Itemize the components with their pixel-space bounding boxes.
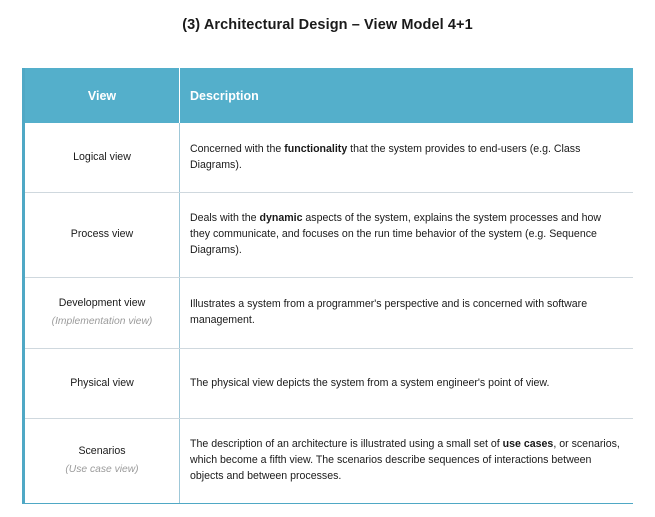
description-cell: Concerned with the functionality that the system provides to end-users (e.g. Class Diagrams). <box>180 123 634 193</box>
view-cell <box>25 123 180 193</box>
table-row <box>25 419 633 504</box>
document-page <box>0 17 655 517</box>
view-cell <box>25 278 180 349</box>
view-model-table-wrapper <box>22 68 633 504</box>
table-row <box>25 349 633 419</box>
page-title: (3) Architectural Design – View Model 4+1 <box>182 17 473 33</box>
view-cell <box>25 419 180 504</box>
column-header-description: Description <box>180 68 634 123</box>
description-cell: Deals with the dynamic aspects of the system, explains the system processes and how they communicate, and focuses on the run time behavior of the system (e.g. Sequence Diagrams). <box>180 193 634 278</box>
view-name: Logical view <box>73 150 131 163</box>
table-header <box>25 68 633 123</box>
view-name: Development view <box>58 297 146 310</box>
view-name: Process view <box>70 228 134 241</box>
view-subtitle: (Use case view) <box>65 464 139 476</box>
description-cell: The physical view depicts the system from a system engineer's point of view. <box>180 349 634 419</box>
table-row <box>25 123 633 193</box>
description-cell: The description of an architecture is illustrated using a small set of use cases, or scenarios, which become a fifth view. The scenarios describe sequences of interactions between objects and between processes. <box>180 419 634 504</box>
table-row <box>25 278 633 349</box>
table-row <box>25 193 633 278</box>
table-header-row <box>25 68 633 123</box>
view-model-table <box>25 68 633 504</box>
column-header-view: View <box>25 68 180 123</box>
view-name: Physical view <box>70 376 134 389</box>
view-subtitle: (Implementation view) <box>51 316 153 328</box>
table-body <box>25 123 633 504</box>
view-cell <box>25 349 180 419</box>
view-name: Scenarios <box>78 445 126 458</box>
view-cell <box>25 193 180 278</box>
description-cell: Illustrates a system from a programmer's perspective and is concerned with software management. <box>180 278 634 349</box>
